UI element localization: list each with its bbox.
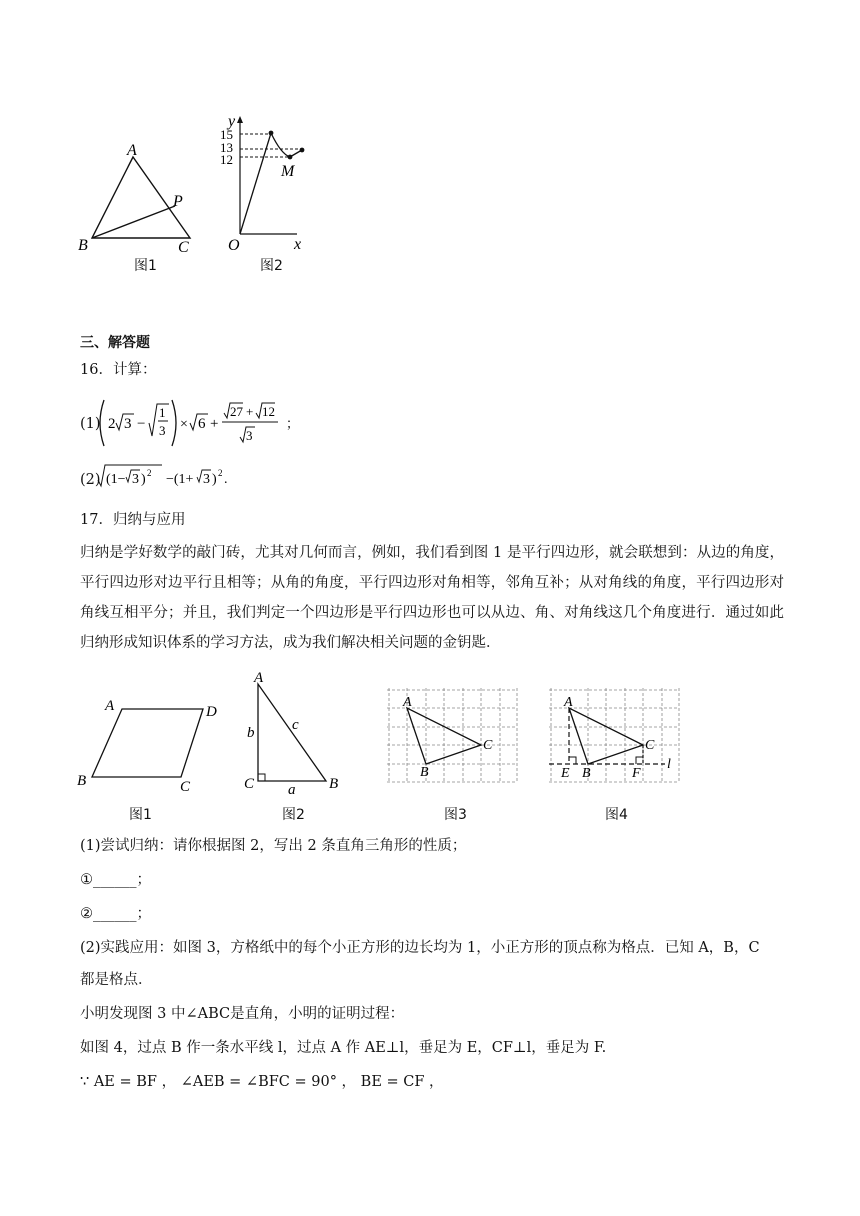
q17-part2-line1: (2)实践应用：如图 3，方格纸中的每个小正方形的边长均为 1，小正方形的顶点称为格点．已知 A，B，C bbox=[80, 940, 760, 956]
q17-fig1-caption: 图1 bbox=[129, 807, 152, 823]
svg-text:3: 3 bbox=[124, 416, 132, 432]
svg-text:27: 27 bbox=[230, 404, 243, 419]
axis-y: y bbox=[228, 113, 236, 130]
q17-part2-line2: 都是格点． bbox=[80, 972, 153, 988]
svg-text:3: 3 bbox=[132, 472, 139, 487]
q17-fig4-caption: 图4 bbox=[605, 807, 628, 823]
svg-text:B: B bbox=[77, 773, 87, 789]
svg-text:C: C bbox=[645, 738, 655, 753]
svg-text:1: 1 bbox=[159, 405, 166, 420]
q17-intro: 归纳是学好数学的敲门砖，尤其对几何而言，例如，我们看到图 1 是平行四边形，就会联想到：从边的角度，平行四边形对边平行且相等；从角的角度，平行四边形对角相等，邻角互补；从对角线的角度，平行四边形对角线互相平分；并且，我们判定一个四边形是平行四边形也可以从边、角、对角线这几个角度进行．通过如此归纳形成知识体系的学习方法，成为我们解决相关问题的金钥匙． bbox=[80, 545, 784, 651]
svg-text:): ) bbox=[141, 472, 146, 487]
svg-text:F: F bbox=[632, 766, 641, 781]
label-M: M bbox=[281, 163, 295, 180]
svg-text:E: E bbox=[561, 766, 570, 781]
tick-15: 15 bbox=[220, 127, 233, 142]
svg-text:2: 2 bbox=[147, 468, 152, 478]
svg-text:+: + bbox=[210, 416, 219, 432]
label-A: A bbox=[127, 142, 137, 159]
svg-text:×: × bbox=[180, 417, 188, 432]
svg-text:+: + bbox=[246, 404, 254, 419]
svg-text:A: A bbox=[403, 695, 412, 710]
svg-text:D: D bbox=[206, 704, 217, 720]
q17-ming: 小明发现图 3 中∠ABC是直角，小明的证明过程： bbox=[80, 1006, 405, 1022]
q17-because-line: ∵ AE = BF ， ∠AEB = ∠BFC = 90° ， BE = CF ， bbox=[80, 1074, 444, 1090]
svg-text:；: ； bbox=[286, 416, 300, 431]
q17-figure-4 bbox=[547, 686, 682, 784]
svg-text:l: l bbox=[667, 757, 671, 772]
svg-text:3: 3 bbox=[203, 472, 210, 487]
svg-text:3: 3 bbox=[246, 428, 253, 443]
svg-text:b: b bbox=[247, 725, 255, 741]
svg-text:B: B bbox=[420, 765, 429, 780]
q16-part1-label: (1) bbox=[80, 416, 101, 432]
axis-x: x bbox=[294, 236, 302, 253]
q17-figure-1 bbox=[75, 695, 235, 795]
q17-heading: 17．归纳与应用 bbox=[80, 512, 186, 528]
svg-text:): ) bbox=[212, 472, 217, 487]
svg-text:B: B bbox=[329, 776, 339, 792]
q16-part2-label: (2) bbox=[80, 472, 101, 488]
svg-text:c: c bbox=[292, 717, 299, 733]
q17-blank1: ①______； bbox=[80, 872, 151, 888]
q16-heading: 16．计算： bbox=[80, 362, 157, 378]
svg-text:12: 12 bbox=[262, 404, 275, 419]
label-B: B bbox=[78, 237, 88, 254]
q17-blank2: ②______； bbox=[80, 906, 151, 922]
q17-fig4-line: 如图 4，过点 B 作一条水平线 l，过点 A 作 AE⊥l，垂足为 E，CF⊥l，垂足为 F. bbox=[80, 1040, 607, 1056]
svg-text:A: A bbox=[105, 698, 115, 714]
q17-figure-2 bbox=[240, 668, 350, 798]
label-C: C bbox=[178, 239, 189, 256]
svg-text:(1−: (1− bbox=[106, 472, 126, 487]
svg-text:A: A bbox=[254, 670, 264, 686]
q17-figure-3 bbox=[385, 686, 520, 784]
svg-text:2: 2 bbox=[218, 468, 223, 478]
fig1-caption: 图1 bbox=[134, 258, 157, 274]
svg-text:A: A bbox=[564, 695, 573, 710]
fig2-caption: 图2 bbox=[260, 258, 283, 274]
svg-text:.: . bbox=[224, 472, 228, 487]
svg-text:C: C bbox=[180, 779, 191, 795]
section-title: 三、解答题 bbox=[80, 335, 150, 351]
tick-12: 12 bbox=[220, 152, 233, 167]
q16-part1-formula bbox=[96, 396, 306, 450]
svg-text:2: 2 bbox=[108, 416, 116, 432]
label-P: P bbox=[173, 193, 183, 210]
svg-text:B: B bbox=[582, 766, 591, 781]
q17-fig3-caption: 图3 bbox=[444, 807, 467, 823]
q17-part1: (1)尝试归纳：请你根据图 2，写出 2 条直角三角形的性质； bbox=[80, 838, 467, 854]
svg-text:3: 3 bbox=[159, 423, 166, 438]
q17-fig2-caption: 图2 bbox=[282, 807, 305, 823]
q16-part2-formula bbox=[96, 462, 246, 494]
svg-text:C: C bbox=[244, 776, 255, 792]
svg-text:−(1+: −(1+ bbox=[166, 472, 194, 487]
svg-text:C: C bbox=[483, 738, 493, 753]
top-figure-2 bbox=[215, 110, 315, 260]
svg-text:a: a bbox=[288, 782, 296, 798]
svg-text:−: − bbox=[137, 416, 146, 432]
tick-13: 13 bbox=[220, 140, 233, 155]
svg-text:6: 6 bbox=[198, 416, 206, 432]
origin-O: O bbox=[228, 237, 240, 254]
